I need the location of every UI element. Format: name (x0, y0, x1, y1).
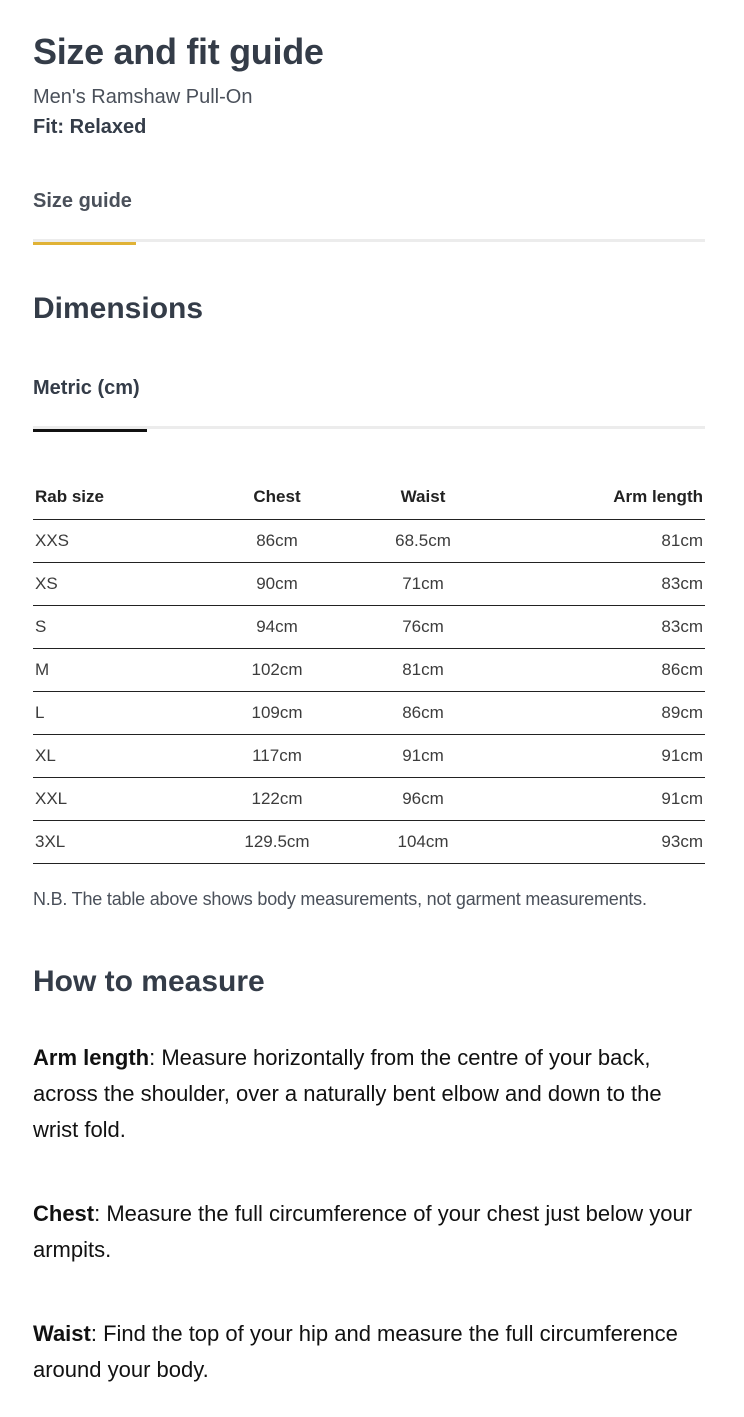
tab-metric-cm[interactable]: Metric (cm) (33, 371, 147, 429)
dimensions-heading: Dimensions (33, 292, 204, 325)
cell-chest: 117cm (213, 734, 341, 777)
measure-term: Chest (33, 1201, 95, 1226)
cell-size: S (33, 605, 213, 648)
how-to-measure-heading: How to measure (33, 965, 265, 998)
table-row (33, 777, 705, 820)
column-header-rab-size: Rab size (33, 476, 213, 519)
measure-instruction-chest (33, 1196, 705, 1268)
cell-chest: 109cm (213, 691, 341, 734)
table-row (33, 734, 705, 777)
cell-waist: 104cm (341, 820, 505, 863)
cell-waist: 86cm (341, 691, 505, 734)
cell-chest: 129.5cm (213, 820, 341, 863)
measurement-note: N.B. The table above shows body measurements, not garment measurements. (33, 889, 647, 909)
cell-size: XXS (33, 519, 213, 562)
tab-size-guide[interactable]: Size guide (33, 184, 136, 242)
table-row (33, 519, 705, 562)
cell-size: XXL (33, 777, 213, 820)
unit-tabs (33, 371, 705, 429)
product-name: Men's Ramshaw Pull-On (33, 86, 253, 108)
measure-instruction-arm-length (33, 1040, 705, 1148)
fit-label: Fit: Relaxed (33, 116, 147, 138)
cell-chest: 90cm (213, 562, 341, 605)
cell-size: XL (33, 734, 213, 777)
size-table (33, 476, 705, 864)
measure-text: : Measure horizontally from the centre of your back, across the shoulder, over a naturally bent elbow and down to the wrist fold. (33, 1045, 662, 1142)
cell-waist: 96cm (341, 777, 505, 820)
cell-arm-length: 81cm (505, 519, 705, 562)
cell-size: L (33, 691, 213, 734)
cell-arm-length: 83cm (505, 605, 705, 648)
cell-chest: 102cm (213, 648, 341, 691)
column-header-waist: Waist (341, 476, 505, 519)
measure-text: : Measure the full circumference of your chest just below your armpits. (33, 1201, 693, 1262)
cell-arm-length: 89cm (505, 691, 705, 734)
cell-waist: 71cm (341, 562, 505, 605)
table-row (33, 562, 705, 605)
cell-size: M (33, 648, 213, 691)
cell-arm-length: 83cm (505, 562, 705, 605)
cell-size: XS (33, 562, 213, 605)
cell-waist: 76cm (341, 605, 505, 648)
cell-waist: 91cm (341, 734, 505, 777)
page-title: Size and fit guide (33, 31, 324, 72)
cell-waist: 68.5cm (341, 519, 505, 562)
table-row (33, 605, 705, 648)
cell-waist: 81cm (341, 648, 505, 691)
cell-size: 3XL (33, 820, 213, 863)
table-row (33, 648, 705, 691)
measure-term: Waist (33, 1321, 91, 1346)
column-header-arm-length: Arm length (505, 476, 705, 519)
table-row (33, 691, 705, 734)
measure-text: : Find the top of your hip and measure the full circumference around your body. (33, 1321, 678, 1382)
table-header-row (33, 476, 705, 519)
cell-arm-length: 93cm (505, 820, 705, 863)
measure-term: Arm length (33, 1045, 150, 1070)
cell-arm-length: 86cm (505, 648, 705, 691)
table-row (33, 820, 705, 863)
cell-chest: 86cm (213, 519, 341, 562)
cell-chest: 122cm (213, 777, 341, 820)
measure-instruction-waist (33, 1316, 705, 1388)
column-header-chest: Chest (213, 476, 341, 519)
cell-arm-length: 91cm (505, 734, 705, 777)
cell-chest: 94cm (213, 605, 341, 648)
guide-tabs (33, 184, 705, 242)
cell-arm-length: 91cm (505, 777, 705, 820)
